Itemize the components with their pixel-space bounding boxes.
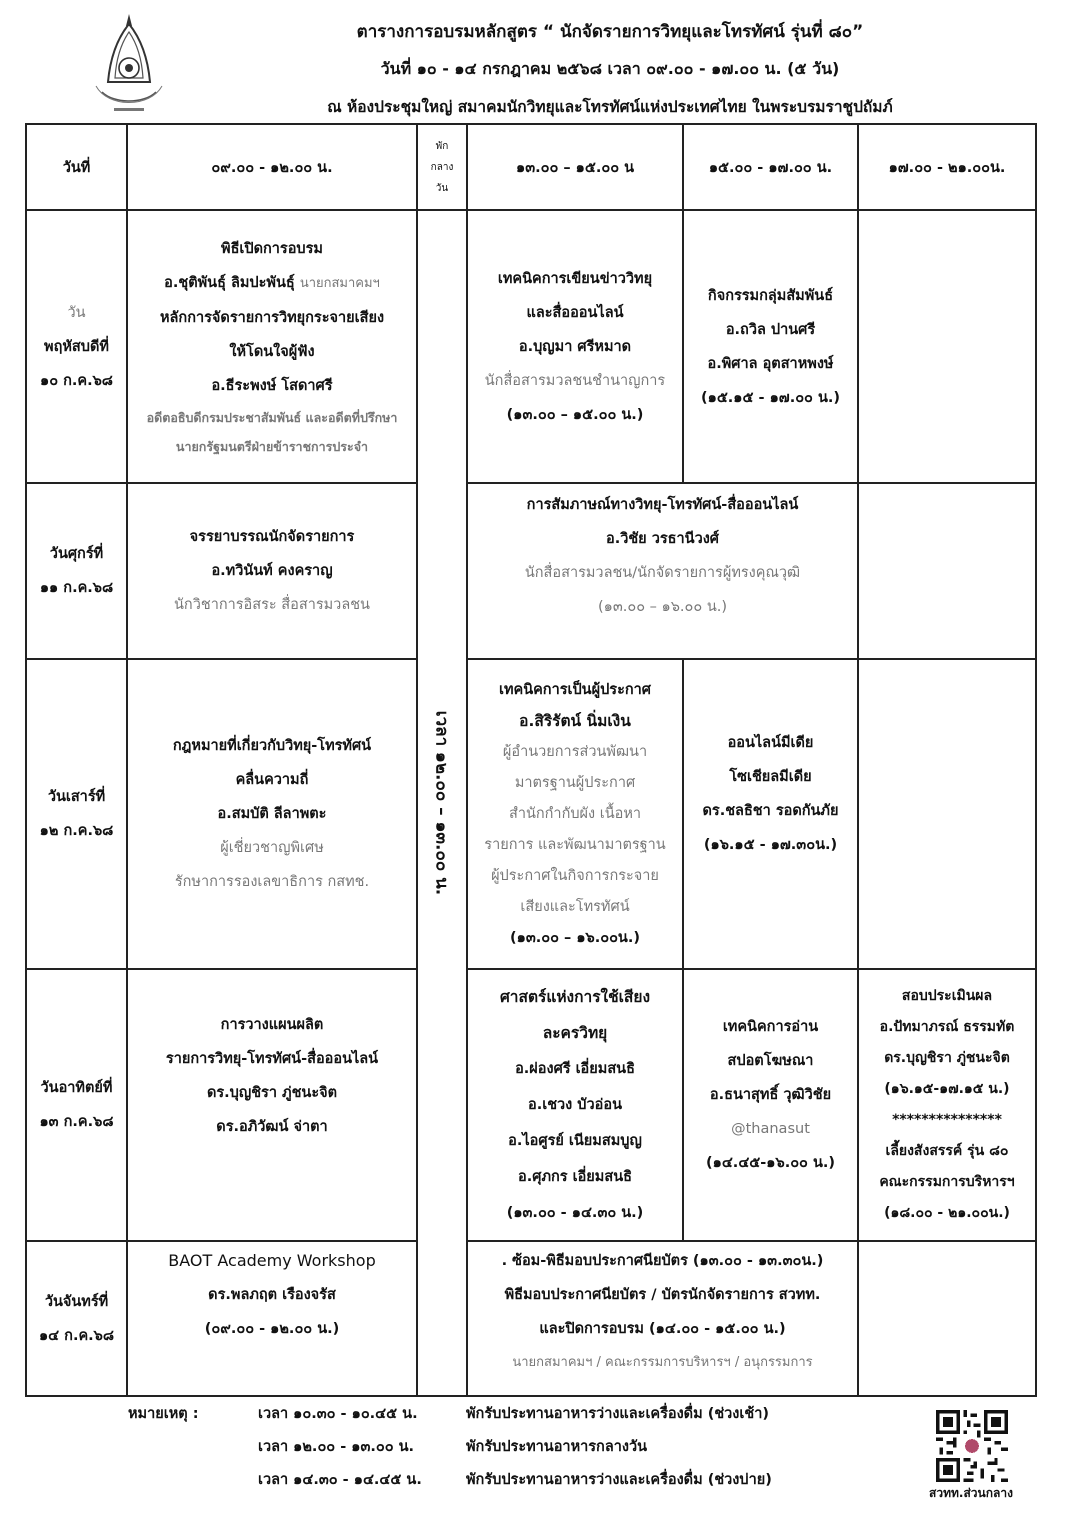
- session-cell: กฎหมายที่เกี่ยวกับวิทยุ-โทรทัศน์ คลื่นความถี่ อ.สมบัติ ลีลาพตะ ผู้เชี่ยวชาญพิเศษ รักษาการรองเลขาธิการ กสทช.: [127, 659, 417, 969]
- day-cell: วันศุกร์ที่ ๑๑ ก.ค.๖๘: [26, 483, 127, 659]
- session-cell: สอบประเมินผล อ.ปัทมาภรณ์ ธรรมทัต ดร.บุญชิรา ภู่ชนะจิต (๑๖.๑๕-๑๗.๑๕ น.) *************** เลี้ยงสังสรรค์ รุ่น ๘๐ คณะกรรมการบริหารฯ (๑๘.๐๐ - ๒๑.๐๐น.): [858, 969, 1036, 1241]
- empty-cell: [858, 659, 1036, 969]
- empty-cell: [858, 1241, 1036, 1396]
- day-cell: วันอาทิตย์ที่ ๑๓ ก.ค.๖๘: [26, 969, 127, 1241]
- session-cell: BAOT Academy Workshop ดร.พลภฤต เรืองจรัส (๐๙.๐๐ - ๑๒.๐๐ น.): [127, 1241, 417, 1396]
- course-dates: วันที่ ๑๐ - ๑๔ กรกฎาคม ๒๕๖๘ เวลา ๐๙.๐๐ - ๑๗.๐๐ น. (๕ วัน): [380, 59, 840, 78]
- session-cell: การสัมภาษณ์ทางวิทยุ-โทรทัศน์-สื่อออนไลน์ อ.วิชัย วรธานีวงศ์ นักสื่อสารมวลชน/นักจัดรายการผู้ทรงคุณวุฒิ (๑๓.๐๐ – ๑๖.๐๐ น.): [467, 483, 858, 659]
- empty-cell: [858, 210, 1036, 483]
- note-time: เวลา ๑๒.๐๐ - ๑๓.๐๐ น.: [258, 1439, 415, 1455]
- lunch-break-label: เวลา ๑๒.๐๐ – ๑๓.๐๐ น.: [431, 710, 452, 896]
- col-header-afternoon2: ๑๕.๐๐ - ๑๗.๐๐ น.: [683, 124, 858, 210]
- table-row: [26, 659, 1036, 969]
- table-row: [26, 483, 1036, 659]
- day-cell: วัน พฤหัสบดีที่ ๑๐ ก.ค.๖๘: [26, 210, 127, 483]
- notes-label: หมายเหตุ :: [128, 1406, 199, 1422]
- col-header-evening: ๑๗.๐๐ - ๒๑.๐๐น.: [858, 124, 1036, 210]
- note-desc: พักรับประทานอาหารว่างและเครื่องดื่ม (ช่วงบ่าย): [466, 1472, 772, 1488]
- note-desc: พักรับประทานอาหารว่างและเครื่องดื่ม (ช่วงเช้า): [466, 1406, 769, 1422]
- course-venue: ณ ห้องประชุมใหญ่ สมาคมนักวิทยุและโทรทัศน์แห่งประเทศไทย ในพระบรมราชูปถัมภ์: [327, 98, 893, 116]
- session-cell: เทคนิคการอ่าน สปอตโฆษณา อ.ธนาสุทธิ์ วุฒิวิชัย @thanasut (๑๔.๔๕-๑๖.๐๐ น.): [683, 969, 858, 1241]
- col-header-day: วันที่: [26, 124, 127, 210]
- session-cell: . ซ้อม-พิธีมอบประกาศนียบัตร (๑๓.๐๐ - ๑๓.๓๐น.) พิธีมอบประกาศนียบัตร / บัตรนักจัดรายการ สวทท. และปิดการอบรม (๑๔.๐๐ - ๑๕.๐๐ น.) นายกสมาคมฯ / คณะกรรมการบริหารฯ / อนุกรรมการ: [467, 1241, 858, 1396]
- session-cell: จรรยาบรรณนักจัดรายการ อ.ทวินันท์ คงคราญ นักวิชาการอิสระ สื่อสารมวลชน: [127, 483, 417, 659]
- association-crest-logo: [92, 12, 166, 118]
- qr-code-icon[interactable]: [936, 1410, 1008, 1482]
- col-header-lunch: พัก กลาง วัน: [417, 124, 467, 210]
- session-cell: การวางแผนผลิต รายการวิทยุ-โทรทัศน์-สื่อออนไลน์ ดร.บุญชิรา ภู่ชนะจิต ดร.อภิวัฒน์ จ่าตา: [127, 969, 417, 1241]
- lunch-break-cell: [417, 210, 467, 1396]
- document-header: [180, 18, 1040, 119]
- session-cell: พิธีเปิดการอบรม อ.ชุติพันธุ์ ลิมปะพันธุ์ นายกสมาคมฯ หลักการจัดรายการวิทยุกระจายเสียง ให้โดนใจผู้ฟัง อ.ธีระพงษ์ โสดาศรี อดีตอธิบดีกรมประชาสัมพันธ์ และอดีตที่ปรึกษา นายกรัฐมนตรีฝ่ายข้าราชการประจำ: [127, 210, 417, 483]
- schedule-table: [25, 123, 1037, 1397]
- col-header-morning: ๐๙.๐๐ - ๑๒.๐๐ น.: [127, 124, 417, 210]
- col-header-afternoon1: ๑๓.๐๐ – ๑๕.๐๐ น: [467, 124, 683, 210]
- day-cell: วันเสาร์ที่ ๑๒ ก.ค.๖๘: [26, 659, 127, 969]
- table-row: [26, 969, 1036, 1241]
- session-cell: เทคนิคการเขียนข่าววิทยุ และสื่อออนไลน์ อ.บุญมา ศรีหมาด นักสื่อสารมวลชนชำนาญการ (๑๓.๐๐ – ๑๕.๐๐ น.): [467, 210, 683, 483]
- course-title: ตารางการอบรมหลักสูตร “ นักจัดรายการวิทยุและโทรทัศน์ รุ่นที่ ๘๐”: [356, 22, 864, 42]
- empty-cell: [858, 483, 1036, 659]
- qr-label: สวทท.ส่วนกลาง: [929, 1486, 1013, 1500]
- session-cell: ศาสตร์แห่งการใช้เสียง ละครวิทยุ อ.ผ่องศรี เอี่ยมสนธิ อ.เชวง บัวอ่อน อ.ไอศูรย์ เนียมสมบูญ อ.ศุภกร เอี่ยมสนธิ (๑๓.๐๐ - ๑๔.๓๐ น.): [467, 969, 683, 1241]
- table-row: [26, 210, 1036, 483]
- table-row: [26, 1241, 1036, 1396]
- session-cell: กิจกรรมกลุ่มสัมพันธ์ อ.ถวิล ปานศรี อ.พิศาล อุตสาหพงษ์ (๑๕.๑๕ - ๑๗.๐๐ น.): [683, 210, 858, 483]
- session-cell: ออนไลน์มีเดีย โซเชียลมีเดีย ดร.ชลธิชา รอดกันภัย (๑๖.๑๕ - ๑๗.๓๐น.): [683, 659, 858, 969]
- note-time: เวลา ๑๔.๓๐ - ๑๔.๔๕ น.: [258, 1472, 422, 1488]
- note-time: เวลา ๑๐.๓๐ - ๑๐.๔๕ น.: [258, 1406, 418, 1422]
- session-cell: เทคนิคการเป็นผู้ประกาศ อ.สิริรัตน์ นิ่มเงิน ผู้อำนวยการส่วนพัฒนา มาตรฐานผู้ประกาศ สำนักกำกับผัง เนื้อหา รายการ และพัฒนามาตรฐาน ผู้ประกาศในกิจการกระจาย เสียงและโทรทัศน์ (๑๓.๐๐ – ๑๖.๐๐น.): [467, 659, 683, 969]
- header-row: [26, 124, 1036, 210]
- day-cell: วันจันทร์ที่ ๑๔ ก.ค.๖๘: [26, 1241, 127, 1396]
- note-desc: พักรับประทานอาหารกลางวัน: [466, 1439, 648, 1455]
